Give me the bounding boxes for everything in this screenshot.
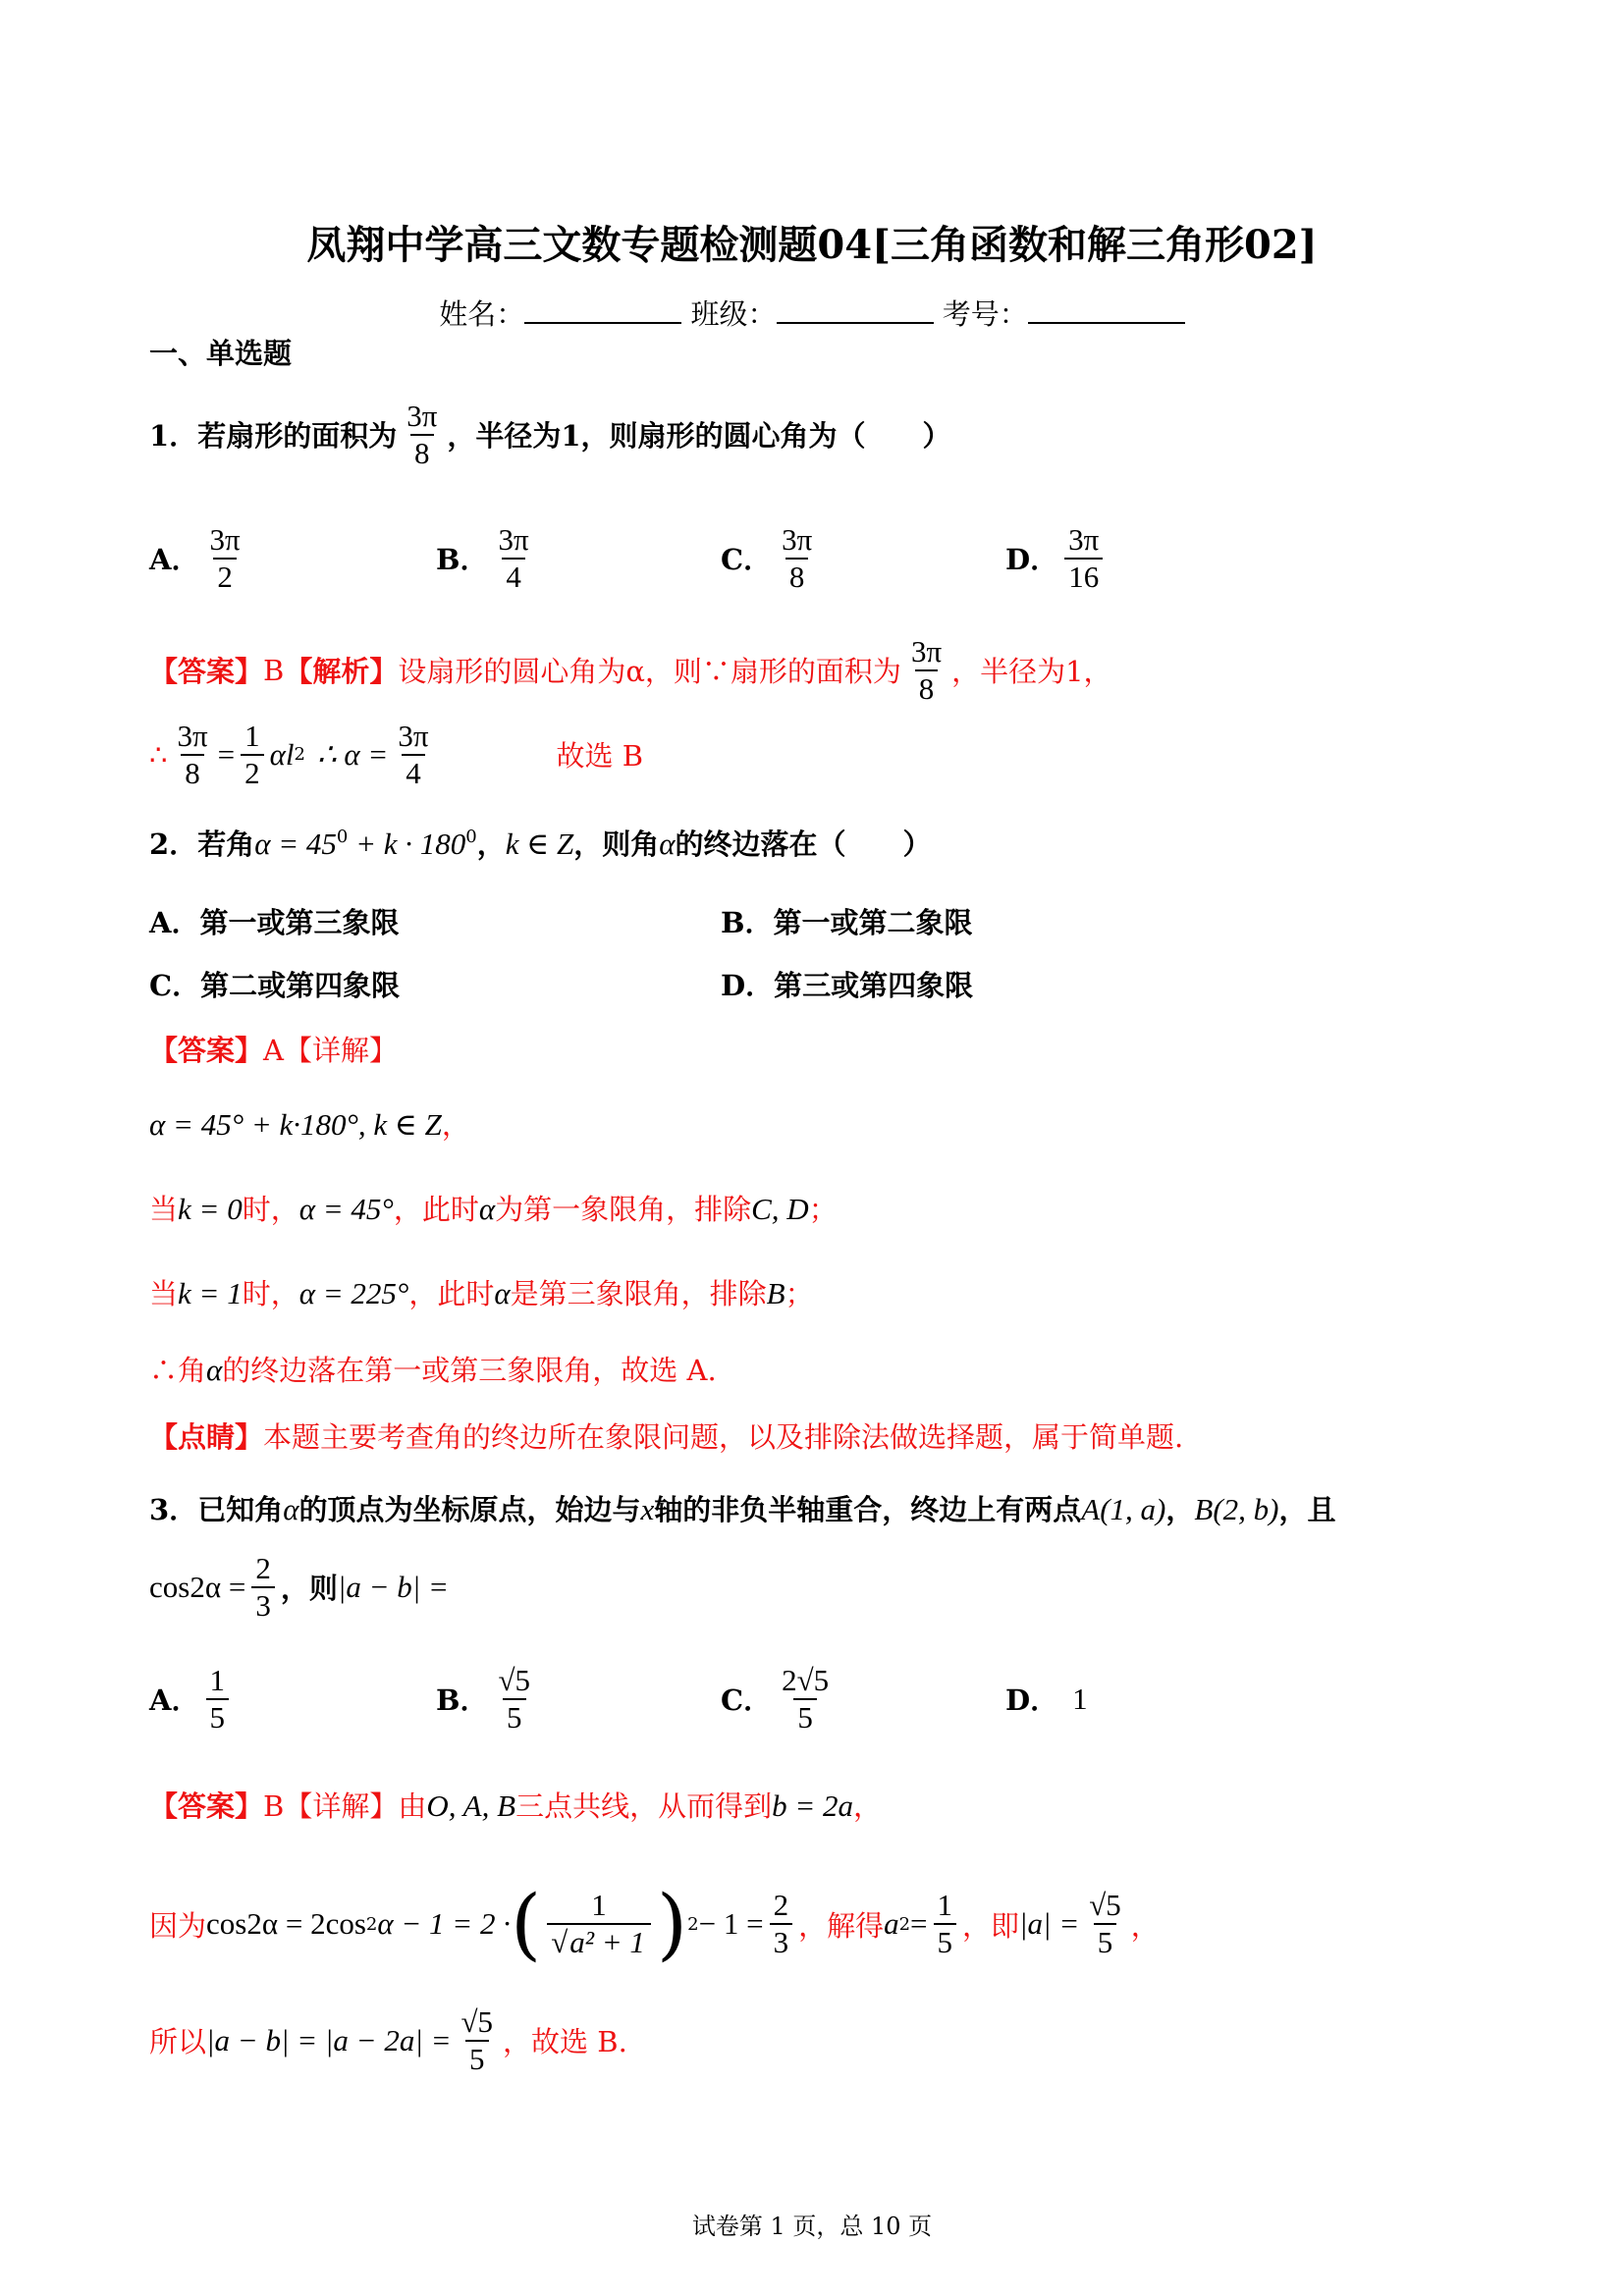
q2-line-3: 当k = 1时，α = 225°，此时α是第三象限角，排除B； [149, 1276, 814, 1310]
q2-line-1: α = 45° + k·180°, k ∈ Z， [149, 1107, 470, 1142]
q2-option-b[interactable]: B．第一或第二象限 [721, 906, 973, 939]
section-heading: 一、单选题 [149, 337, 293, 370]
q1-answer: 【答案】 B 【解析】 设扇形的圆心角为α，则∵扇形的面积为 $\frac{3\pi}{8}$ ，半径为1， [149, 634, 1112, 706]
page-title: 凤翔中学高三文数专题检测题04[三角函数和解三角形02] [306, 222, 1318, 268]
q2-remark: 【点睛】本题主要考查角的终边所在象限问题，以及排除法做选择题，属于简单题. [149, 1420, 1184, 1454]
q2-option-d[interactable]: D．第三或第四象限 [721, 969, 974, 1002]
q1-derivation: ∴ $\frac{3\pi}{8}$ = $\frac{1}{2}$ αl 2 ∴ α = $\frac{3\pi}{4}$ 故选 B [149, 719, 644, 790]
question-3-cont: cos2α = $\frac{2}{3}$ ，则 |a − b| = [149, 1551, 449, 1623]
question-2: 2．若角$\alpha = 45^0 + k \cdot 180^0$，k ∈ Z，则角α的终边落在（ ） [149, 827, 932, 861]
id-field[interactable] [1028, 296, 1185, 324]
question-text: 若扇形的面积为 [197, 419, 398, 454]
name-label: 姓名： [439, 297, 525, 331]
name-field[interactable] [524, 296, 681, 324]
q3-option-b[interactable]: B． $\frac{√5}{5}$ [436, 1663, 531, 1735]
q2-answer: 【答案】A【详解】 [149, 1034, 398, 1067]
q3-derivation-2: 所以 |a − b| = |a − 2a| = $\frac{√5}{5}$ ，故选 B. [149, 2004, 627, 2076]
q3-derivation-1: 因为 cos2α = 2cos 2 α − 1 = 2 · ( $\frac{1}{\text{√a² + 1}}$ ) 2 − 1 = $\frac{2}{3}$ ，解得 a 2 = $\frac{1}{5}$ ，即 |a| = $\frac{√5}{5}$ ， [149, 1878, 1160, 1969]
question-1 [149, 399, 951, 470]
q3-answer: 【答案】B【详解】由O, A, B三点共线，从而得到b = 2a， [149, 1789, 883, 1823]
q3-option-c[interactable]: C． $\frac{2√5}{5}$ [721, 1663, 830, 1735]
fraction: $\frac{3\pi}{8}$ [406, 399, 438, 470]
student-info-line [0, 293, 1624, 333]
q3-option-d[interactable]: D． 1 [1005, 1681, 1088, 1717]
q1-option-b[interactable]: B． $\frac{3\pi}{4}$ [436, 522, 529, 594]
question-text: ，半径为1，则扇形的圆心角为（ ） [447, 419, 951, 454]
q2-line-2: 当k = 0时，α = 45°，此时α为第一象限角，排除C, D； [149, 1192, 838, 1226]
q1-option-d[interactable]: D． $\frac{3\pi}{16}$ [1005, 522, 1109, 594]
question-number: 1． [149, 419, 198, 454]
q1-option-a[interactable]: A． $\frac{3\pi}{2}$ [149, 522, 241, 594]
page-footer: 试卷第 1 页，总 10 页 [691, 2213, 933, 2240]
class-label: 班级： [690, 297, 777, 331]
class-field[interactable] [777, 296, 934, 324]
q1-option-c[interactable]: C． $\frac{3\pi}{8}$ [721, 522, 813, 594]
q3-option-a[interactable]: A． $\frac{1}{5}$ [149, 1663, 235, 1735]
id-label: 考号： [942, 297, 1028, 331]
question-3: 3．已知角α的顶点为坐标原点，始边与x轴的非负半轴重合，终边上有两点A(1, a)，B(2, b)，且 [149, 1492, 1336, 1526]
q2-line-4: ∴角α的终边落在第一或第三象限角，故选 A. [149, 1353, 717, 1387]
q2-option-a[interactable]: A．第一或第三象限 [149, 906, 400, 939]
q2-option-c[interactable]: C．第二或第四象限 [149, 969, 401, 1002]
